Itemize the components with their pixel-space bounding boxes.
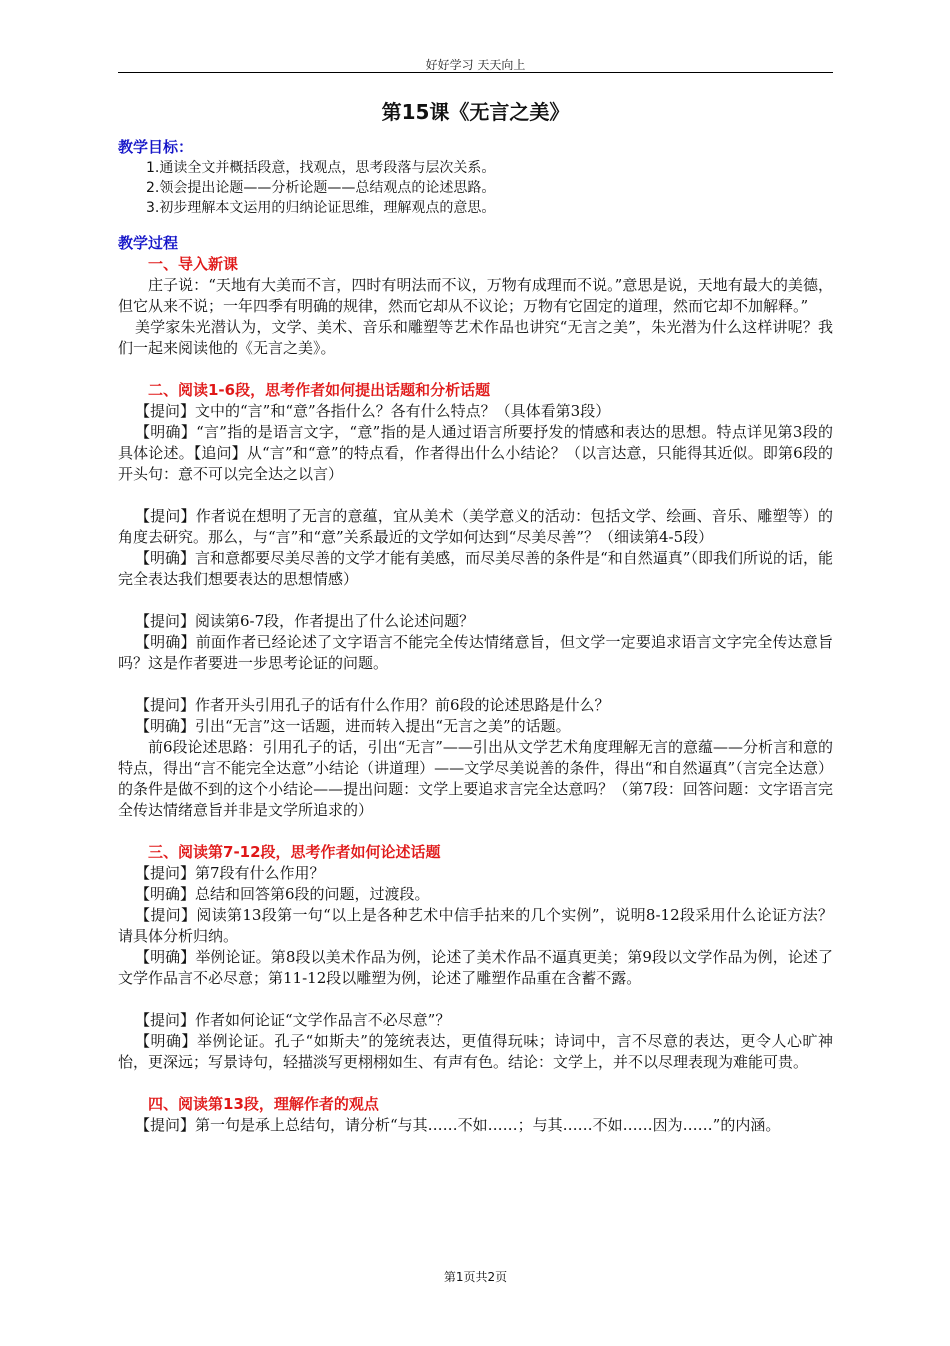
paragraph: 【提问】作者开头引用孔子的话有什么作用？前6段的论述思路是什么？ — [135, 696, 610, 714]
paragraph: 【提问】作者说在想明了无言的意蕴，宜从美术（美学意义的活动：包括文学、绘画、音乐、雕塑等）的角度去研究。那么，与“言”和“意”关系最近的文学如何达到“尽美尽善”？（细读第4-5段） — [118, 507, 833, 546]
spacer — [118, 674, 833, 695]
goals-heading: 教学目标： — [118, 138, 194, 156]
paragraph: 【提问】第7段有什么作用？ — [135, 864, 325, 882]
section-heading-4: 四、阅读第13段，理解作者的观点 — [148, 1095, 379, 1113]
spacer — [118, 359, 833, 380]
paragraph: 【提问】第一句是承上总结句，请分析“与其……不如……；与其……不如……因为……”的内涵。 — [135, 1116, 781, 1134]
spacer — [118, 590, 833, 611]
goal-item: 1.通读全文并概括段意，找观点，思考段落与层次关系。 — [146, 160, 496, 176]
document-body — [118, 136, 833, 1136]
paragraph: 【提问】作者如何论证“文学作品言不必尽意”？ — [135, 1011, 451, 1029]
section-heading-3: 三、阅读第7-12段，思考作者如何论述话题 — [148, 843, 441, 861]
spacer — [118, 821, 833, 842]
process-heading: 教学过程 — [118, 234, 179, 252]
section-heading-2: 二、阅读1-6段，思考作者如何提出话题和分析话题 — [148, 381, 491, 399]
paragraph: 【明确】“言”指的是语言文字，“意”指的是人通过语言所要抒发的情感和表达的思想。特点详见第3段的具体论述。【追问】从“言”和“意”的特点看，作者得出什么小结论？（以言达意，只能得其近似。即第6段的开头句：意不可以完全达之以言） — [118, 423, 833, 483]
paragraph: 【明确】前面作者已经论述了文字语言不能完全传达情绪意旨，但文学一定要追求语言文字完全传达意旨吗？这是作者要进一步思考论证的问题。 — [118, 633, 833, 672]
page-number: 第1页共2页 — [443, 1270, 508, 1284]
spacer — [118, 485, 833, 506]
header-divider — [118, 72, 833, 73]
paragraph: 【明确】总结和回答第6段的问题，过渡段。 — [135, 885, 430, 903]
paragraph: 【明确】引出“无言”这一话题，进而转入提出“无言之美”的话题。 — [135, 717, 571, 735]
goal-item: 3.初步理解本文运用的归纳论证思维，理解观点的意思。 — [146, 200, 496, 216]
paragraph: 庄子说：“天地有大美而不言，四时有明法而不议，万物有成理而不说。”意思是说，天地有最大的美德，但它从来不说；一年四季有明确的规律，然而它却从不议论；万物有它固定的道理，然而它却不加解释。” — [118, 276, 833, 315]
spacer — [118, 218, 833, 232]
page-title: 第15课《无言之美》 — [381, 100, 570, 124]
paragraph: 【提问】文中的“言”和“意”各指什么？各有什么特点？（具体看第3段） — [135, 402, 611, 420]
paragraph: 【提问】阅读第6-7段，作者提出了什么论述问题？ — [135, 612, 475, 630]
spacer — [118, 1073, 833, 1094]
paragraph: 【明确】言和意都要尽美尽善的文学才能有美感，而尽美尽善的条件是“和自然逼真”（即我们所说的话，能完全表达我们想要表达的思想情感） — [118, 549, 833, 588]
spacer — [118, 989, 833, 1010]
section-heading-1: 一、导入新课 — [148, 255, 239, 273]
paragraph: 前6段论述思路：引用孔子的话，引出“无言”——引出从文学艺术角度理解无言的意蕴——分析言和意的特点，得出“言不能完全达意”小结论（讲道理）——文学尽美说善的条件，得出“和自然逼真”（言完全达意）的条件是做不到的这个小结论——提出问题：文学上要追求言完全达意吗？（第7段：回答问题：文字语言完全传达情绪意旨并非是文学所追求的） — [118, 738, 833, 819]
page-header: 好好学习 天天向上 — [425, 58, 526, 72]
paragraph: 美学家朱光潜认为，文学、美术、音乐和雕塑等艺术作品也讲究“无言之美”，朱光潜为什么这样讲呢？我们一起来阅读他的《无言之美》。 — [118, 318, 833, 357]
goal-item: 2.领会提出论题——分析论题——总结观点的论述思路。 — [146, 180, 496, 196]
paragraph: 【明确】举例论证。第8段以美术作品为例，论述了美术作品不逼真更美；第9段以文学作品为例，论述了文学作品言不必尽意；第11-12段以雕塑为例，论述了雕塑作品重在含蓄不露。 — [118, 948, 833, 987]
paragraph: 【明确】举例论证。孔子“如斯夫”的笼统表达，更值得玩味；诗词中，言不尽意的表达，更令人心旷神怡，更深远；写景诗句，轻描淡写更栩栩如生、有声有色。结论：文学上，并不以尽理表现为难能可贵。 — [118, 1032, 833, 1071]
paragraph: 【提问】阅读第13段第一句“以上是各种艺术中信手拈来的几个实例”，说明8-12段采用什么论证方法？请具体分析归纳。 — [118, 906, 833, 945]
